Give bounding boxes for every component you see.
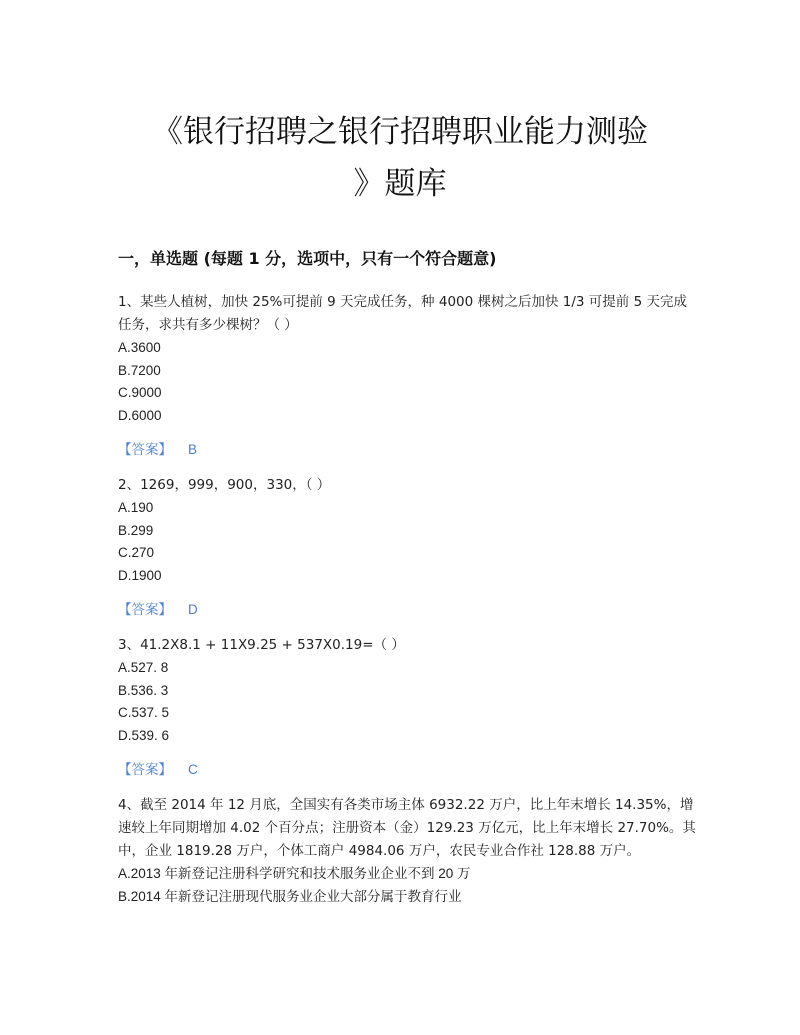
title-line-1: 《银行招聘之银行招聘职业能力测验: [152, 114, 648, 150]
question-4: [118, 794, 698, 908]
section-heading: 一，单选题 (每题 1 分，选项中，只有一个符合题意): [118, 249, 497, 268]
document-title: [100, 106, 700, 210]
option-a: A.190: [118, 500, 154, 515]
question-1: [118, 291, 698, 461]
option-a: A.3600: [118, 340, 161, 355]
question-3: [118, 634, 698, 781]
answer-label: 【答案】: [118, 442, 172, 458]
answer-label: 【答案】: [118, 602, 172, 618]
answer-line: [118, 599, 698, 621]
question-stem: 2、1269，999，900，330，（ ）: [118, 477, 331, 493]
answer-value: D: [188, 602, 198, 617]
option-d: D.539. 6: [118, 727, 170, 743]
option-c: C.9000: [118, 385, 162, 400]
title-line-2: 》题库: [353, 166, 447, 202]
answer-value: C: [188, 762, 198, 777]
option-d: D.6000: [118, 407, 162, 423]
option-d: D.1900: [118, 567, 162, 583]
option-b: B.299: [118, 522, 154, 538]
answer-line: [118, 439, 698, 461]
option-c: C.537. 5: [118, 705, 170, 720]
option-c: C.270: [118, 545, 155, 560]
question-list: [118, 291, 698, 908]
option-b: B.2014 年新登记注册现代服务业企业大部分属于教育行业: [118, 888, 462, 904]
option-b: B.536. 3: [118, 682, 169, 698]
answer-label: 【答案】: [118, 762, 172, 778]
question-2: [118, 474, 698, 621]
question-stem: 4、截至 2014 年 12 月底，全国实有各类市场主体 6932.22 万户，比上年末增长 14.35%，增速较上年同期增加 4.02 个百分点；注册资本（金）129.23 万亿元，比上年末增长 27.70%。其中，企业 1819.28 万户，个体工商户 4984.06 万户，农民专业合作社 128.88 万户。: [118, 797, 696, 859]
question-stem: 3、41.2X8.1 + 11X9.25 + 537X0.19=（ ）: [118, 637, 405, 653]
answer-line: [118, 759, 698, 781]
question-stem: 1、某些人植树，加快 25%可提前 9 天完成任务，种 4000 棵树之后加快 1/3 可提前 5 天完成任务，求共有多少棵树？（ ）: [118, 294, 687, 333]
option-a: A.2013 年新登记注册科学研究和技术服务业企业不到 20 万: [118, 866, 471, 881]
answer-value: B: [188, 442, 198, 457]
option-a: A.527. 8: [118, 660, 169, 675]
option-b: B.7200: [118, 362, 161, 378]
